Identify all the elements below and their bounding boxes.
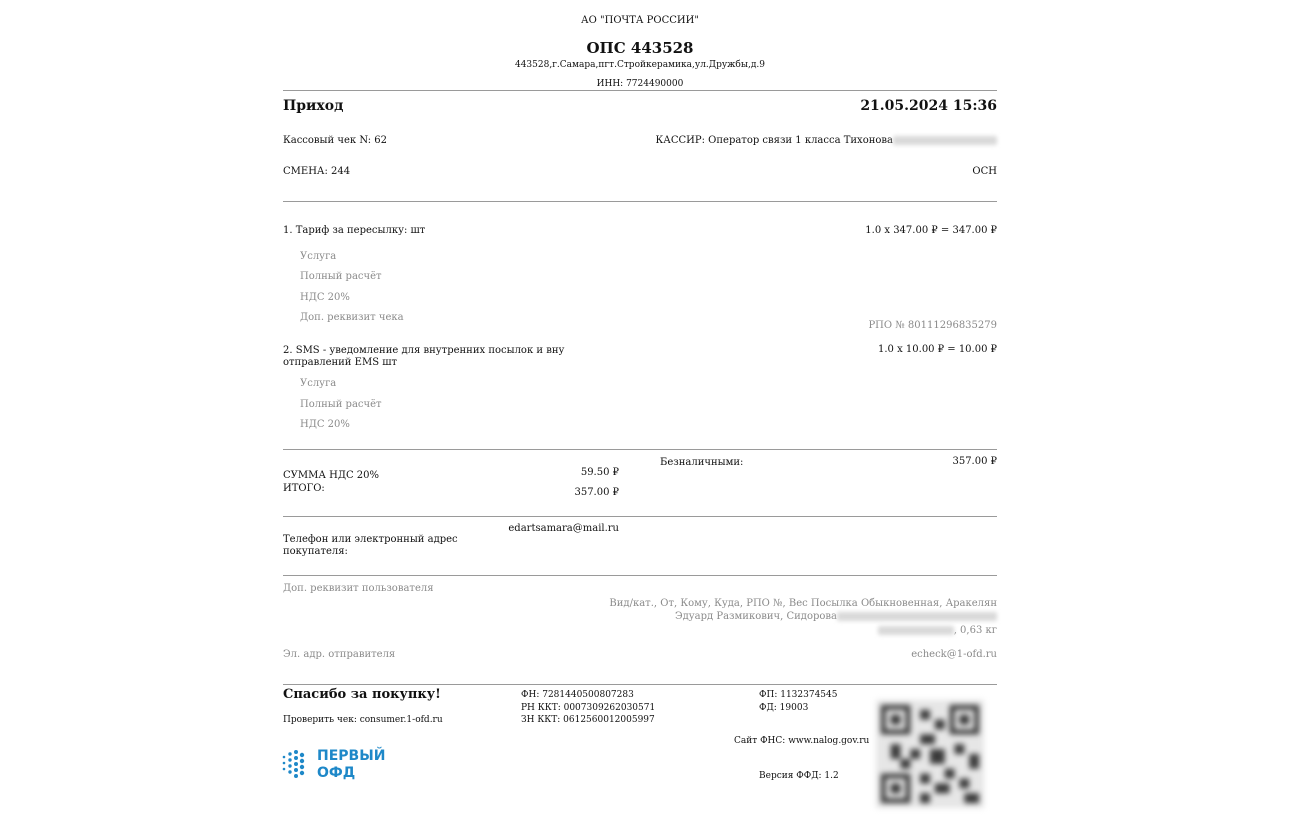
user-attr-line: Вид/кат., От, Кому, Куда, РПО №, Вес Посылка Обыкновенная, Аракелян [609,598,997,609]
redacted-text [878,626,954,635]
user-attr-label: Доп. реквизит пользователя [283,583,434,594]
item-attr: Услуга [300,378,337,389]
inn: ИНН: 7724490000 [596,79,684,89]
sender-label: Эл. адр. отправителя [283,649,396,660]
item-calc: 1.0 x 347.00 ₽ = 347.00 ₽ [865,225,997,236]
buyer-label-cont: покупателя: [283,546,348,557]
user-attr-line [697,625,997,636]
redacted-text [837,612,997,621]
item-attr: Полный расчёт [300,399,382,410]
fn-number: ФН: 7281440500807283 [521,690,634,700]
item-attr: Услуга [300,251,337,262]
ofd-logo-icon [281,748,309,780]
check-number: Кассовый чек N: 62 [283,135,387,146]
fp-number: ФП: 1132374545 [759,690,838,700]
fd-number: ФД: 19003 [759,703,809,713]
qr-code-icon [875,700,985,808]
cashier [597,135,997,146]
sender-email: echeck@1-ofd.ru [911,649,997,660]
office-name: ОПС 443528 [586,39,694,57]
buyer-email: edartsamara@mail.ru [508,523,619,534]
divider [283,575,997,576]
vat-label: СУММА НДС 20% [283,470,380,481]
item-name-cont: отправлений EMS шт [283,357,398,368]
user-attr-line2: Эдуард Размикович, Сидорова [674,611,837,622]
shift: СМЕНА: 244 [283,166,351,177]
item-calc: 1.0 x 10.00 ₽ = 10.00 ₽ [878,344,997,355]
item-name: 1. Тариф за пересылку: шт [283,225,426,236]
item-attr: НДС 20% [300,292,350,303]
cashless-value: 357.00 ₽ [952,456,997,467]
vat-value: 59.50 ₽ [580,467,619,478]
ofd-logo-line2: ОФД [317,765,356,781]
item-attr: Полный расчёт [300,271,382,282]
divider [283,684,997,685]
divider [283,90,997,91]
total-label: ИТОГО: [283,483,325,494]
total-value: 357.00 ₽ [574,487,619,498]
receipt-type: Приход [283,98,344,114]
rpo-number: РПО № 80111296835279 [868,320,997,331]
divider [283,449,997,450]
user-attr-line3: , 0,63 кг [953,625,997,636]
fns-site: Сайт ФНС: www.nalog.gov.ru [734,736,870,746]
redacted-name [893,136,997,145]
user-attr-line [597,611,997,622]
check-url: Проверить чек: consumer.1-ofd.ru [283,715,443,725]
ffd-version: Версия ФФД: 1.2 [759,771,839,781]
item-name: 2. SMS - уведомление для внутренних посылок и вну [283,345,565,356]
tax-system: ОСН [972,166,997,177]
office-address: 443528,г.Самара,пгт.Стройкерамика,ул.Дружбы,д.9 [514,60,766,70]
buyer-label: Телефон или электронный адрес [283,534,458,545]
divider [283,516,997,517]
thanks: Спасибо за покупку! [283,687,441,702]
item-attr: НДС 20% [300,419,350,430]
divider [283,201,997,202]
cashier-label: КАССИР: Оператор связи 1 класса Тихонова [655,135,893,146]
item-attr: Доп. реквизит чека [300,312,404,323]
ofd-logo-line1: ПЕРВЫЙ [317,748,386,764]
cashless-label: Безналичными: [660,457,744,468]
zn-kkt: ЗН ККТ: 0612560012005997 [521,715,655,725]
org-name: АО "ПОЧТА РОССИИ" [581,15,699,26]
receipt-datetime: 21.05.2024 15:36 [860,98,997,114]
rn-kkt: РН ККТ: 0007309262030571 [521,703,656,713]
